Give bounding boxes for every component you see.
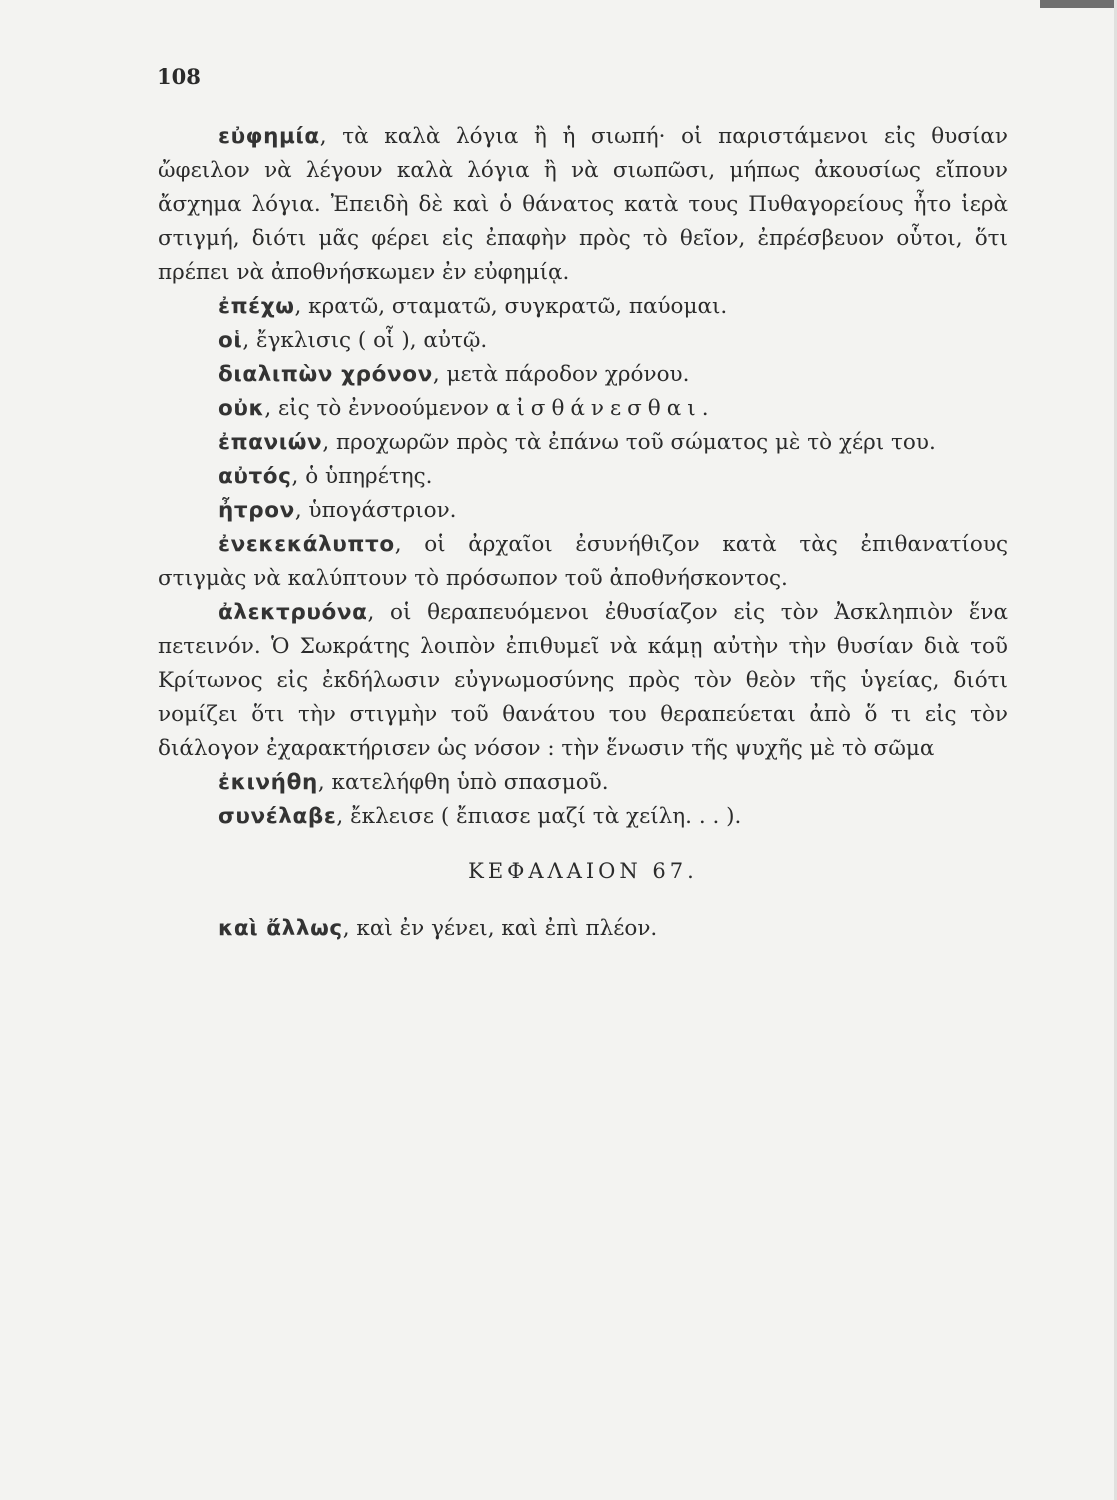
note-text: , ἔγκλισις ( οἷ ), αὐτῷ. [242,328,488,353]
note-dialipon [158,358,1008,392]
headword: οὐκ [218,396,265,421]
note-ekinethe [158,766,1008,800]
note-epanion [158,426,1008,460]
scan-edge-mark [1040,0,1117,8]
headword: συνέλαβε [218,804,337,829]
note-text: , ἔκλεισε ( ἔπιασε μαζί τὰ χείλη. . . ). [336,804,742,829]
note-etron [158,494,1008,528]
note-epecho [158,290,1008,324]
headword: ἐπέχω [218,294,295,319]
spaced-word: αἰσθάνεσθαι. [495,396,715,421]
commentary-notes [158,120,1008,946]
note-text: , προχωρῶν πρὸς τὰ ἐπάνω τοῦ σώματος μὲ τὸ χέρι του. [322,430,936,455]
note-text: , οἱ ἀρχαῖοι ἐσυνήθιζον κατὰ τὰς ἐπιθανατίους στιγμὰς νὰ καλύπτουν τὸ πρόσωπον τοῦ ἀποθνήσκοντος. [158,532,1008,591]
note-text: , εἰς τὸ ἐννοούμενον [264,396,496,421]
headword: εὐφημία [218,124,320,149]
note-text: , ὁ ὑπηρέτης. [291,464,433,489]
page-number: 108 [157,64,201,89]
note-text: , ὑπογάστριον. [294,498,457,523]
headword: ἦτρον [218,498,295,523]
headword: ἐκινήθη [218,770,318,795]
headword: οἱ [218,328,243,353]
headword: καὶ ἄλλως [218,916,343,941]
note-text: , κατελήφθη ὑπὸ σπασμοῦ. [317,770,609,795]
chapter-heading: ΚΕΦΑΛΑΙΟΝ 67. [468,859,698,883]
headword: ἐνεκεκάλυπτο [218,532,395,557]
note-text: , κρατῶ, σταματῶ, συγκρατῶ, παύομαι. [294,294,728,319]
note-kai-allos [158,912,1008,946]
headword: ἀλεκτρυόνα [218,600,368,625]
note-text: , τὰ καλὰ λόγια ἢ ἡ σιωπή· οἱ παριστάμενοι εἰς θυσίαν ὤφειλον νὰ λέγουν καλὰ λόγια ἢ νὰ σιωπῶσι, μήπως ἀκουσίως εἴπουν ἄσχημα λόγια. Ἐπειδὴ δὲ καὶ ὁ θάνατος κατὰ τους Πυθαγορείους ἦτο ἱερὰ στιγμή, διότι μᾶς φέρει εἰς ἐπαφὴν πρὸς τὸ θεῖον, ἐπρέσβευον οὗτοι, ὅτι πρέπει νὰ ἀποθνήσκωμεν ἐν εὐφημίᾳ. [158,124,1008,285]
headword: διαλιπὼν χρόνον [218,362,433,387]
note-text: , οἱ θεραπευόμενοι ἐθυσίαζον εἰς τὸν Ἀσκληπιὸν ἕνα πετεινόν. Ὁ Σωκράτης λοιπὸν ἐπιθυμεῖ νὰ κάμῃ αὐτὴν τὴν θυσίαν διὰ τοῦ Κρίτωνος εἰς ἐκδήλωσιν εὐγνωμοσύνης πρὸς τὸν θεὸν τῆς ὑγείας, διότι νομίζει ὅτι τὴν στιγμὴν τοῦ θανάτου του θεραπεύεται ἀπὸ ὅ τι εἰς τὸν διάλογον ἐχαρακτήρισεν ὡς νόσον : τὴν ἕνωσιν τῆς ψυχῆς μὲ τὸ σῶμα [158,600,1008,761]
note-text: , μετὰ πάροδον χρόνου. [432,362,690,387]
note-synelabe [158,800,1008,834]
note-ouk [158,392,1008,426]
note-enekekalypto [158,528,1008,596]
note-text: , καὶ ἐν γένει, καὶ ἐπὶ πλέον. [342,916,658,941]
note-hoi [158,324,1008,358]
note-autos [158,460,1008,494]
note-alektryona [158,596,1008,766]
note-euphemia [158,120,1008,290]
headword: ἐπανιών [218,430,323,455]
headword: αὐτός [218,464,292,489]
